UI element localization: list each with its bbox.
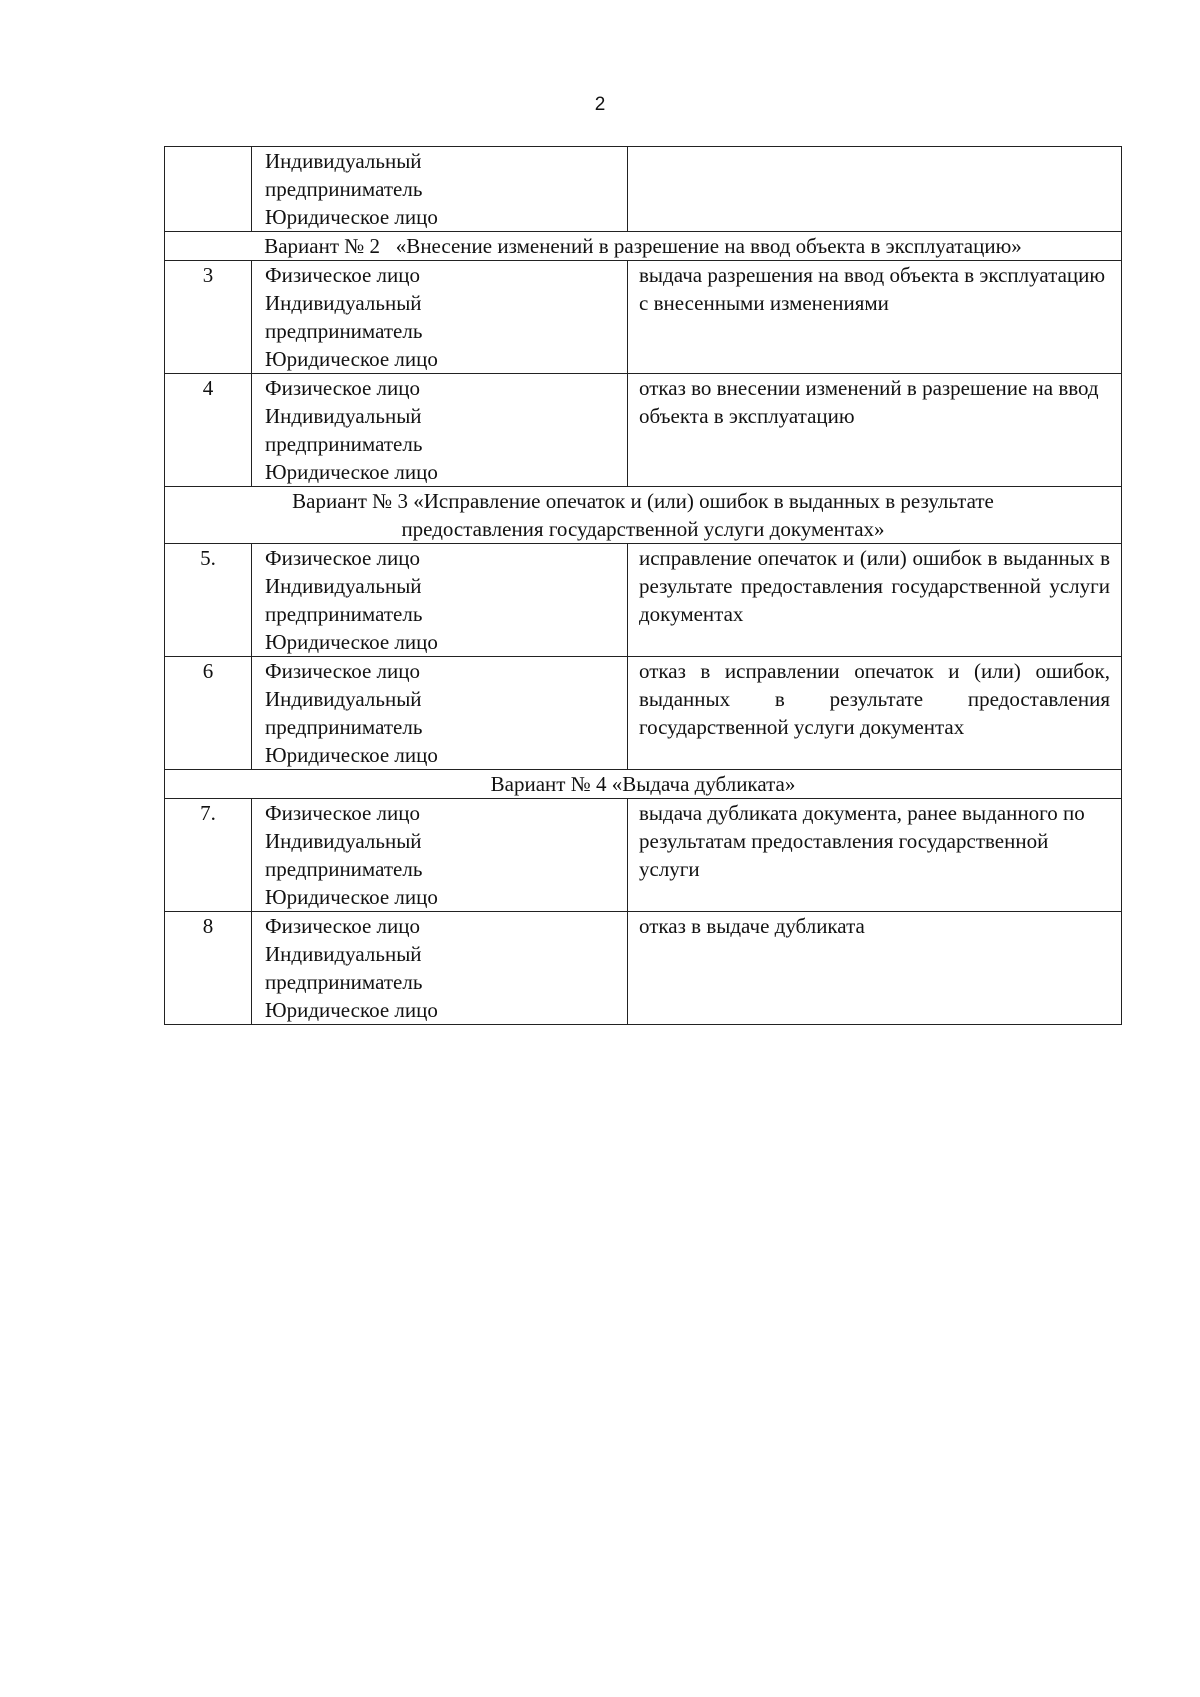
result-cell: отказ во внесении изменений в разрешение на ввод объекта в эксплуатацию: [628, 374, 1122, 487]
variant-3-title-line-2: предоставления государственной услуги документах»: [401, 517, 885, 541]
result-cell: выдача дубликата документа, ранее выданного по результатам предоставления государственной услуги: [628, 799, 1122, 912]
applicant-line: Юридическое лицо: [265, 347, 438, 371]
applicant-line: Индивидуальный: [265, 404, 422, 428]
result-cell: отказ в исправлении опечаток и (или) ошибок, выданных в результате предоставления государственной услуги документах: [628, 657, 1122, 770]
applicant-cell: [252, 657, 628, 770]
variant-3-title: [165, 487, 1122, 544]
applicant-line: Физическое лицо: [265, 263, 421, 287]
applicant-line: Индивидуальный: [265, 829, 422, 853]
variant-header-row: [165, 770, 1122, 799]
applicant-line: предприниматель: [265, 319, 423, 343]
table-row: [165, 147, 1122, 232]
applicant-line: Юридическое лицо: [265, 630, 438, 654]
table-row: [165, 261, 1122, 374]
applicant-line: Юридическое лицо: [265, 885, 438, 909]
applicant-line: Юридическое лицо: [265, 205, 438, 229]
table-row: [165, 799, 1122, 912]
row-number: [165, 147, 252, 232]
page-number: 2: [594, 94, 606, 115]
variant-header-row: [165, 232, 1122, 261]
table-row: [165, 374, 1122, 487]
applicant-line: Индивидуальный: [265, 687, 422, 711]
applicant-line: Индивидуальный: [265, 574, 422, 598]
variant-3-title-line-1: Вариант № 3 «Исправление опечаток и (или) ошибок в выданных в результате: [292, 489, 994, 513]
variant-header-row: [165, 487, 1122, 544]
applicant-line: Юридическое лицо: [265, 998, 438, 1022]
applicant-line: предприниматель: [265, 177, 423, 201]
applicant-line: предприниматель: [265, 970, 423, 994]
table-row: [165, 544, 1122, 657]
applicant-line: предприниматель: [265, 857, 423, 881]
applicant-line: Индивидуальный: [265, 942, 422, 966]
table-row: [165, 657, 1122, 770]
row-number: 7.: [165, 799, 252, 912]
row-number: 5.: [165, 544, 252, 657]
applicant-line: Физическое лицо: [265, 914, 421, 938]
applicant-line: предприниматель: [265, 432, 423, 456]
row-number: 3: [165, 261, 252, 374]
row-number: 8: [165, 912, 252, 1025]
row-number: 6: [165, 657, 252, 770]
applicant-cell: [252, 147, 628, 232]
applicant-line: предприниматель: [265, 602, 423, 626]
applicant-cell: [252, 544, 628, 657]
applicant-cell: [252, 374, 628, 487]
result-cell: [628, 147, 1122, 232]
variant-2-title: Вариант № 2 «Внесение изменений в разрешение на ввод объекта в эксплуатацию»: [165, 232, 1122, 261]
applicant-line: Физическое лицо: [265, 659, 421, 683]
result-cell: отказ в выдаче дубликата: [628, 912, 1122, 1025]
applicant-line: предприниматель: [265, 715, 423, 739]
variant-4-title: Вариант № 4 «Выдача дубликата»: [165, 770, 1122, 799]
result-cell: выдача разрешения на ввод объекта в эксплуатацию с внесенными изменениями: [628, 261, 1122, 374]
applicant-line: Индивидуальный: [265, 291, 422, 315]
applicant-cell: [252, 799, 628, 912]
result-cell: исправление опечаток и (или) ошибок в выданных в результате предоставления государственной услуги документах: [628, 544, 1122, 657]
variants-table: [164, 146, 1122, 1025]
applicant-line: Физическое лицо: [265, 801, 421, 825]
table-row: [165, 912, 1122, 1025]
applicant-line: Индивидуальный: [265, 149, 422, 173]
row-number: 4: [165, 374, 252, 487]
applicant-line: Юридическое лицо: [265, 743, 438, 767]
applicant-cell: [252, 261, 628, 374]
applicant-line: Физическое лицо: [265, 546, 421, 570]
applicant-line: Физическое лицо: [265, 376, 421, 400]
applicant-cell: [252, 912, 628, 1025]
applicant-line: Юридическое лицо: [265, 460, 438, 484]
